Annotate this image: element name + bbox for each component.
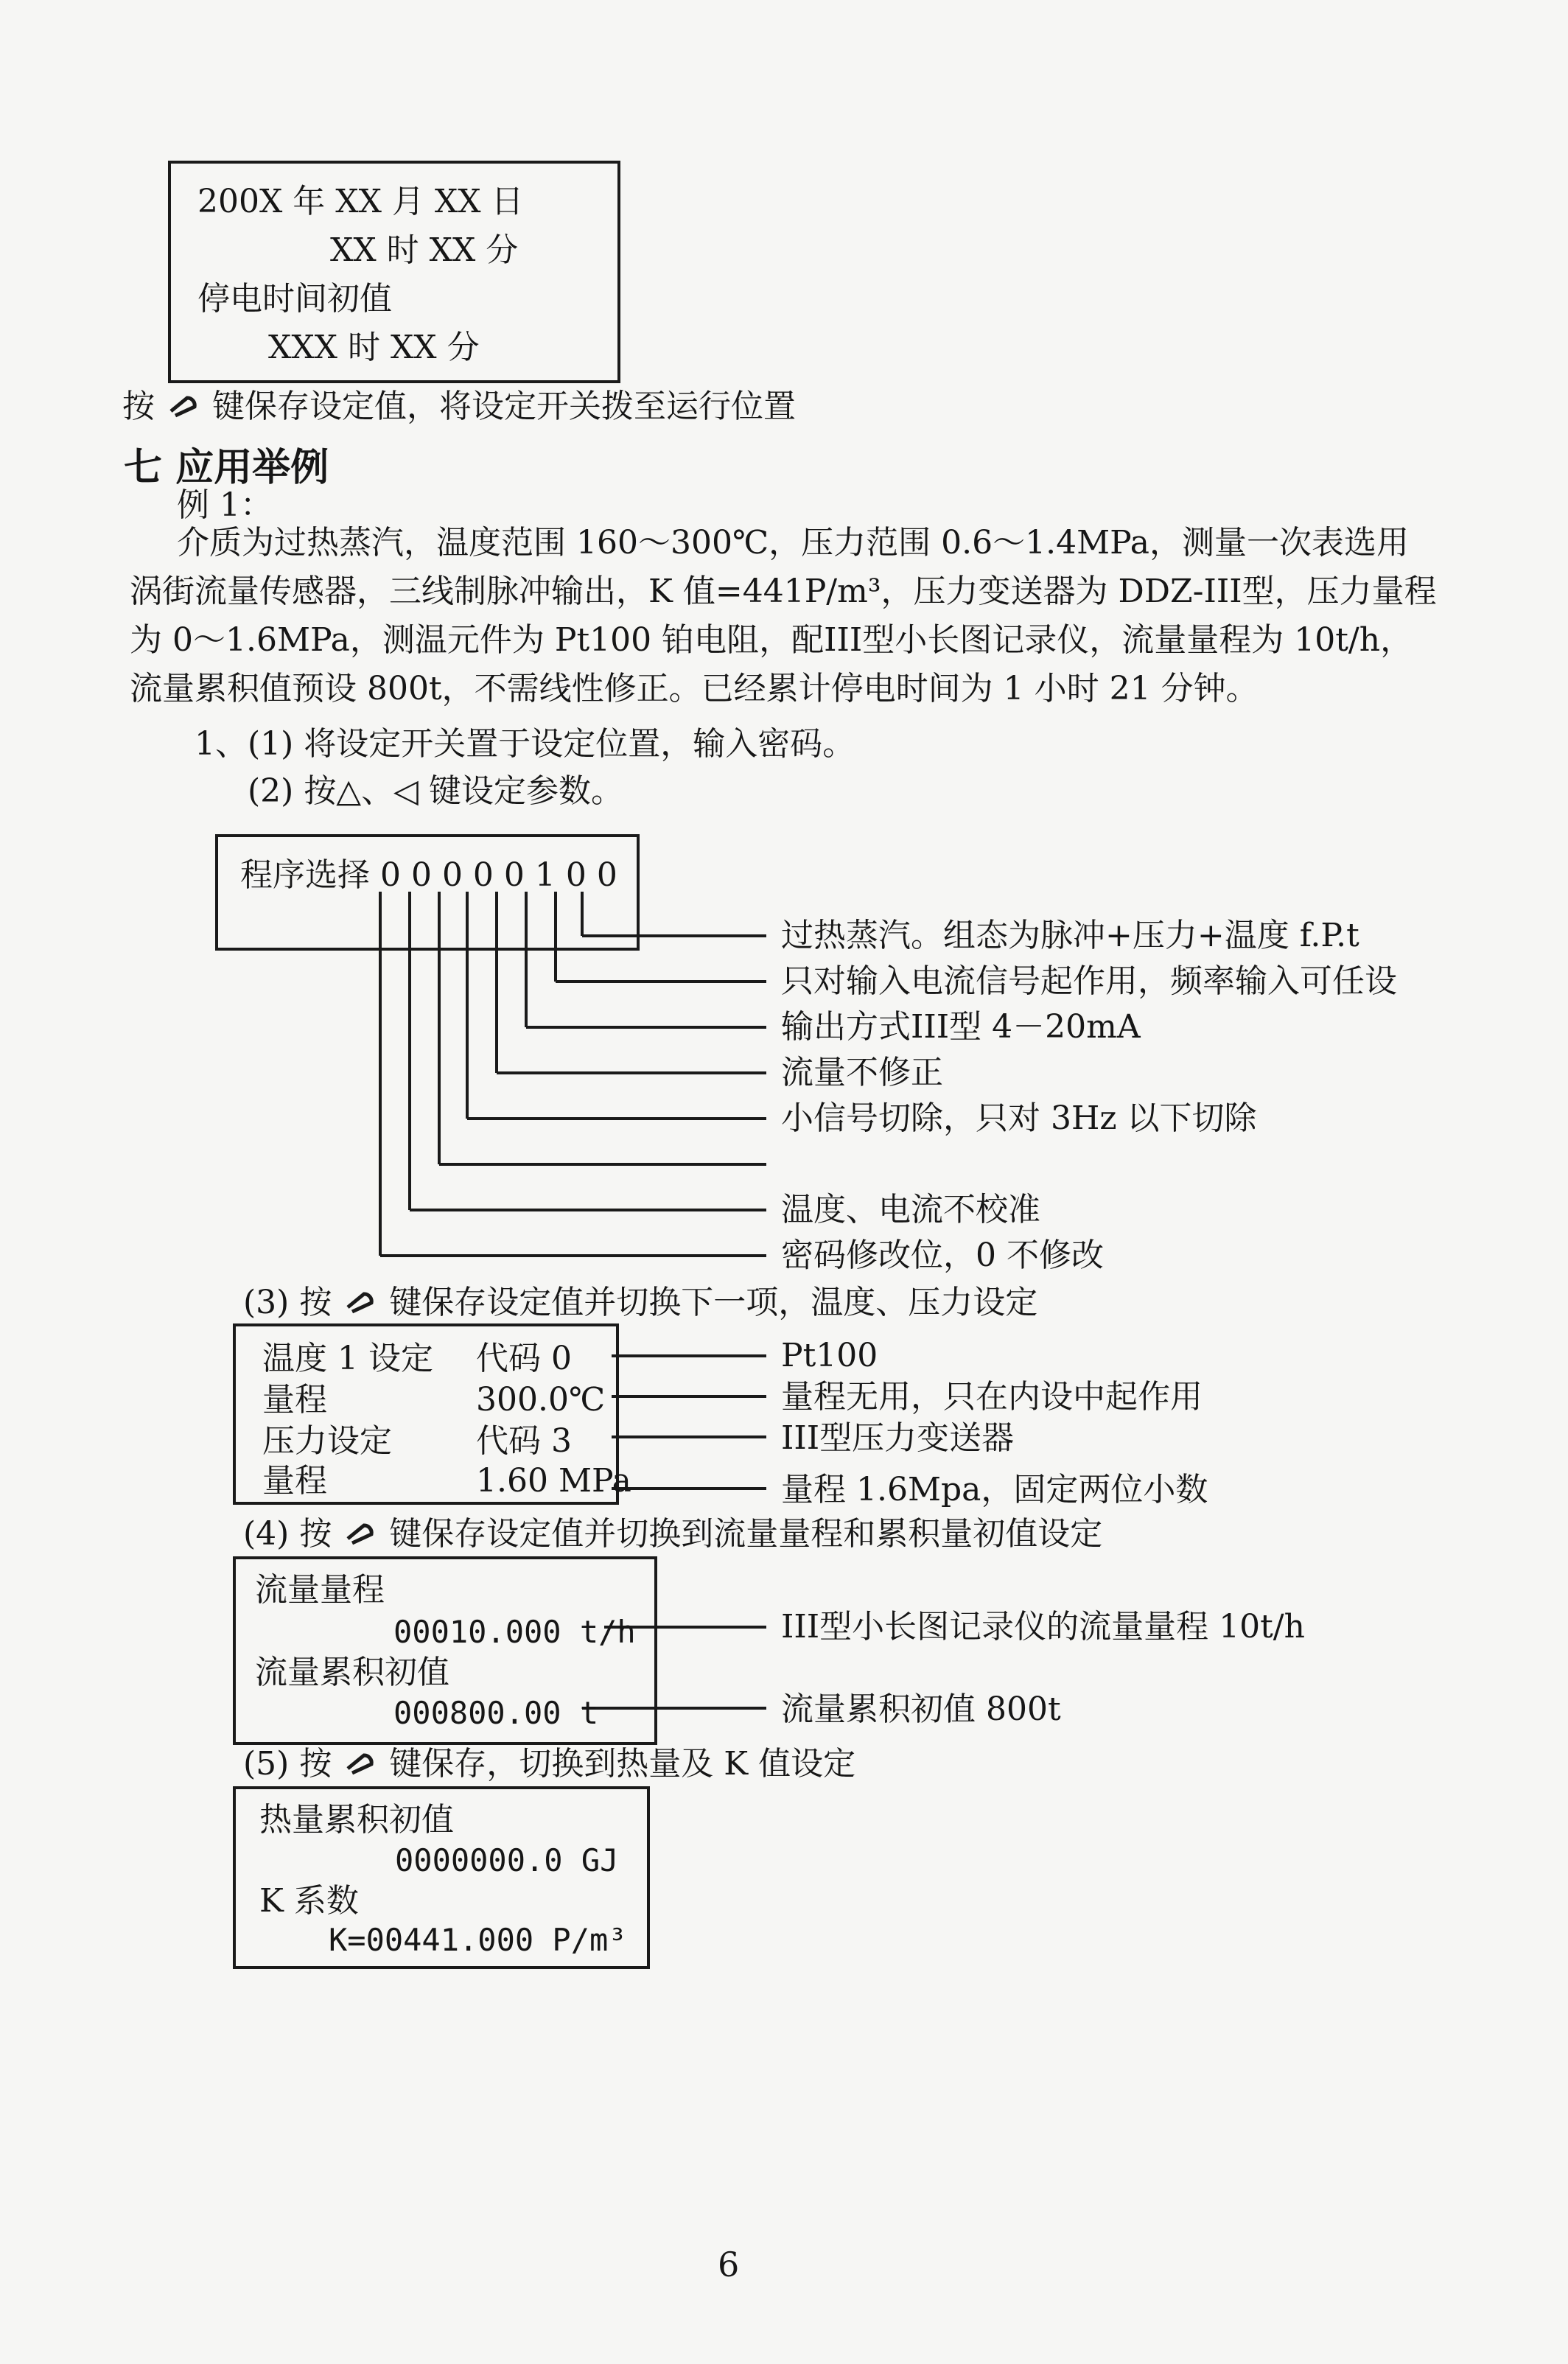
step-5 [243, 1745, 856, 1783]
box4-note-2: 流量累积初值 800t [781, 1690, 1061, 1728]
time-line: XX 时 XX 分 [330, 231, 519, 269]
program-note-5: 小信号切除，只对 3Hz 以下切除 [781, 1099, 1257, 1137]
flow-range-box [233, 1556, 657, 1745]
step-4 [243, 1515, 1103, 1553]
flow-total-label: 流量累积初值 [255, 1654, 449, 1691]
box4-note-1: III型小长图记录仪的流量量程 10t/h [781, 1608, 1305, 1646]
outage-initial-value: XXX 时 XX 分 [268, 329, 480, 366]
step-2: (2) 按△、◁ 键设定参数。 [248, 772, 623, 810]
program-note-2: 只对输入电流信号起作用，频率输入可任设 [781, 962, 1397, 1000]
temp1-value: 代码 0 [476, 1340, 572, 1377]
save-instruction-pre: 按 [122, 388, 155, 425]
program-note-8: 密码修改位，0 不修改 [781, 1237, 1104, 1274]
flow-range-value: 00010.000 t/h [393, 1614, 636, 1650]
outage-initial-label: 停电时间初值 [197, 280, 392, 318]
temperature-pressure-box [233, 1323, 631, 1505]
step-4-text: 键保存设定值并切换到流量量程和累积量初值设定 [389, 1515, 1103, 1553]
enter-key-icon [342, 1746, 379, 1779]
example-description: 介质为过热蒸汽，温度范围 160～300℃，压力范围 0.6～1.4MPa，测量一次表选用涡街流量传感器，三线制脉冲输出，K 值=441P/m³，压力变送器为 DDZ-III型，压力量程为 0～1.6MPa，测温元件为 Pt100 铂电阻，配III型小长图记录仪，流量量程为 10t/h，流量累积值预设 800t，不需线性修正。已经累计停电时间为 1 小时 21 分钟。 [130, 524, 1437, 707]
temp-range-label: 量程 [262, 1381, 327, 1419]
program-note-7: 温度、电流不校准 [781, 1191, 1040, 1228]
box3-note-3: III型压力变送器 [781, 1419, 1015, 1457]
date-time-display-box [168, 161, 620, 383]
pressure-label: 压力设定 [262, 1422, 392, 1460]
program-selection-label: 程序选择 0 0 0 0 0 1 0 0 [240, 856, 617, 894]
flow-range-label: 流量量程 [255, 1571, 385, 1609]
step-3 [243, 1285, 1037, 1319]
heat-k-box [233, 1786, 650, 1969]
step-4-pre: (4) 按 [243, 1515, 332, 1553]
temp-range-value: 300.0℃ [476, 1381, 606, 1419]
k-factor-label: K 系数 [259, 1882, 359, 1920]
enter-key-icon [342, 1517, 379, 1549]
program-selection-box [215, 834, 640, 951]
example-label: 例 1： [177, 486, 273, 524]
step-1: 1、(1) 将设定开关置于设定位置，输入密码。 [195, 725, 855, 763]
k-factor-value: K=00441.000 P/m³ [329, 1922, 627, 1958]
enter-key-icon [342, 1285, 379, 1318]
program-note-4: 流量不修正 [781, 1054, 943, 1091]
section-title: 七 应用举例 [124, 446, 329, 490]
page-number: 6 [718, 2245, 740, 2284]
box3-note-4: 量程 1.6Mpa，固定两位小数 [781, 1471, 1208, 1508]
step-3-pre: (3) 按 [243, 1284, 332, 1321]
box3-note-2: 量程无用，只在内设中起作用 [781, 1378, 1203, 1416]
heat-total-label: 热量累积初值 [259, 1801, 454, 1839]
program-note-1: 过热蒸汽。组态为脉冲+压力+温度 f.P.t [781, 917, 1359, 954]
step-5-pre: (5) 按 [243, 1745, 332, 1783]
program-note-3: 输出方式III型 4－20mA [781, 1008, 1141, 1046]
pressure-range-value: 1.60 MPa [476, 1462, 631, 1500]
save-instruction-text: 键保存设定值，将设定开关拨至运行位置 [212, 388, 796, 425]
enter-key-icon [165, 389, 202, 422]
flow-total-value: 000800.00 t [393, 1695, 599, 1731]
date-line: 200X 年 XX 月 XX 日 [197, 183, 524, 220]
heat-total-value: 0000000.0 GJ [395, 1842, 619, 1878]
pressure-range-label: 量程 [262, 1462, 327, 1500]
step-3-text: 键保存设定值并切换下一项，温度、压力设定 [389, 1284, 1038, 1321]
pressure-value: 代码 3 [476, 1422, 572, 1460]
temp1-label: 温度 1 设定 [262, 1340, 433, 1377]
box3-note-1: Pt100 [781, 1337, 878, 1374]
save-instruction [122, 389, 796, 423]
step-5-text: 键保存，切换到热量及 K 值设定 [389, 1745, 856, 1783]
